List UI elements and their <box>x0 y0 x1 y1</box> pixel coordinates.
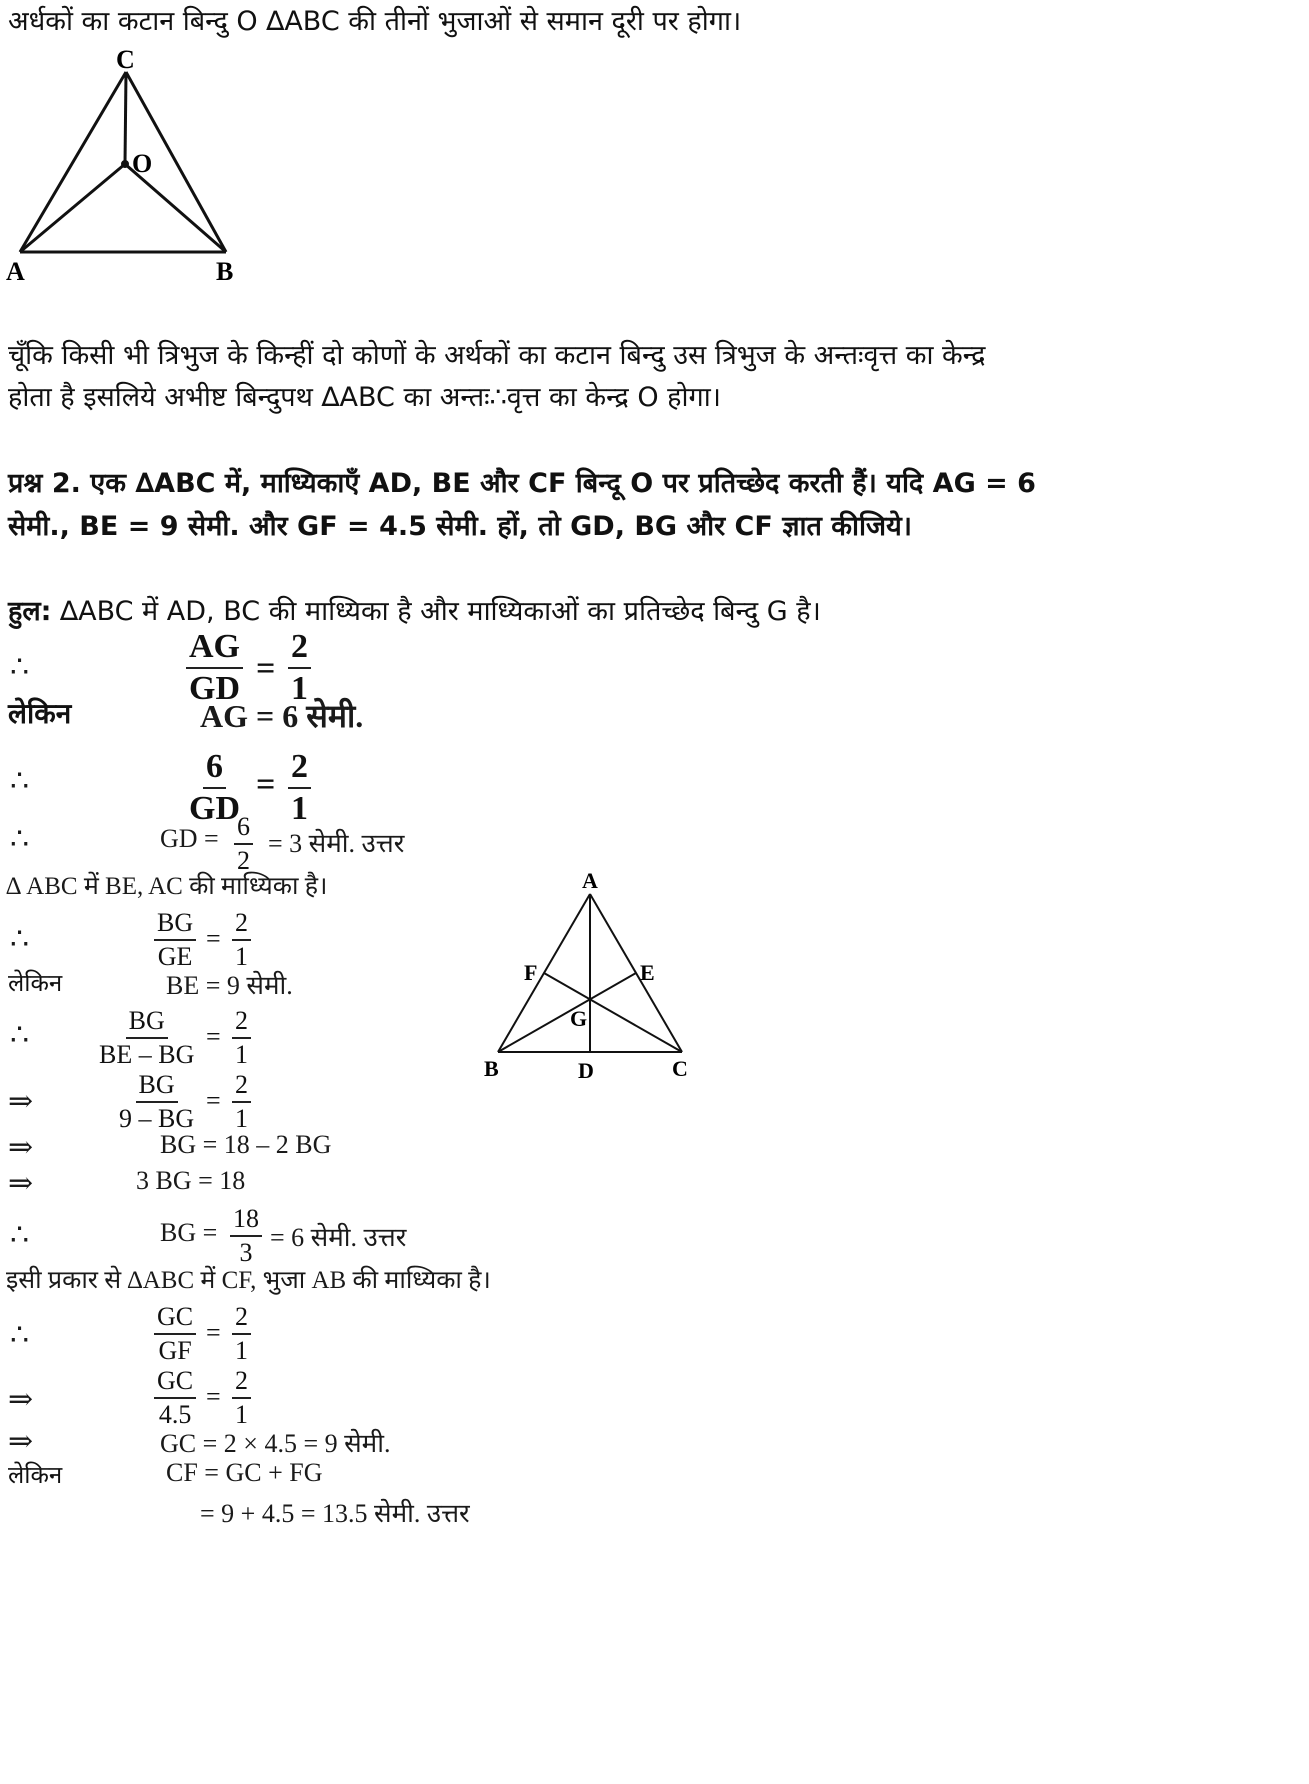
be-value: BE = 9 सेमी. <box>166 971 293 1000</box>
gd-lhs: GD = <box>160 824 219 853</box>
implies-symbol: ⇒ <box>8 1383 34 1416</box>
therefore-symbol: ∴ <box>10 1019 30 1052</box>
therefore-symbol: ∴ <box>10 923 30 956</box>
implies-symbol: ⇒ <box>8 1131 34 1164</box>
point-label-d: D <box>578 1058 594 1083</box>
equals-sign: = <box>206 1022 221 1051</box>
bg-answer: = 6 सेमी. उत्तर <box>270 1223 407 1252</box>
therefore-symbol: ∴ <box>10 651 30 684</box>
fraction-2-1: $\frac{2}{1}$ <box>232 1072 251 1132</box>
triangle-incenter-figure <box>0 40 300 320</box>
gd-answer: = 3 सेमी. उत्तर <box>268 829 405 858</box>
fraction-2-1: $\frac{2}{1}$ <box>232 910 251 970</box>
gc-equation: GC = 2 × 4.5 = 9 सेमी. <box>160 1429 391 1458</box>
fraction-2-1: $\frac{2}{1}$ <box>288 750 311 826</box>
fraction-ag-gd: $\frac{AG}{GD}$ <box>186 630 243 706</box>
be-median-statement: ∆ ABC में BE, AC की माध्यिका है। <box>6 873 328 900</box>
lekin-label: लेकिन <box>8 969 63 997</box>
question-line-2: सेमी., BE = 9 सेमी. और GF = 4.5 सेमी. हों, तो GD, BG और CF ज्ञात कीजिये। <box>8 511 912 542</box>
fraction-bg-9-bg: $\frac{BG}{9 - BG}$ <box>119 1070 195 1133</box>
point-label-o: O <box>132 149 153 178</box>
fraction-2-1: $\frac{2}{1}$ <box>232 1008 251 1068</box>
vertex-label-c: C <box>116 45 135 74</box>
solution-intro <box>8 590 821 634</box>
question-line-1: प्रश्न 2. एक ∆ABC में, माध्यिकाएँ AD, BE और CF बिन्दू O पर प्रतिच्छेद करती हैं। यदि AG = 6 <box>8 468 1036 499</box>
therefore-symbol: ∴ <box>10 1319 30 1352</box>
ag-value: AG = 6 सेमी. <box>200 698 364 734</box>
triangle-medians-figure <box>470 862 710 1092</box>
fraction-2-1: $\frac{2}{1}$ <box>232 1368 251 1428</box>
intro-text: अर्धकों का कटान बिन्दु O ∆ABC की तीनों भुजाओं से समान दूरी पर होगा। <box>8 6 742 37</box>
fraction-bg-ge: $\frac{BG}{GE}$ <box>154 910 196 970</box>
cf-equation: CF = GC + FG <box>166 1458 323 1487</box>
paragraph-line-2: होता है इसलिये अभीष्ट बिन्दुपथ ∆ABC का अन्तः∴वृत्त का केन्द्र O होगा। <box>8 382 721 413</box>
cf-median-statement: इसी प्रकार से ∆ABC में CF, भुजा AB की माध्यिका है। <box>6 1267 491 1294</box>
therefore-symbol: ∴ <box>10 823 30 856</box>
therefore-symbol: ∴ <box>10 765 30 798</box>
equals-sign: = <box>206 1382 221 1411</box>
vertex-label-b: B <box>484 1056 499 1081</box>
equals-sign: = <box>206 924 221 953</box>
implies-symbol: ⇒ <box>8 1425 34 1458</box>
equals-sign: = <box>256 766 276 803</box>
fraction-6-2: $\frac{6}{2}$ <box>234 814 253 874</box>
fraction-gc-4-5: $\frac{GC}{4.5}$ <box>154 1368 196 1428</box>
vertex-label-a: A <box>582 868 598 893</box>
fraction-gc-gf: $\frac{GC}{GF}$ <box>154 1304 196 1364</box>
bg-lhs: BG = <box>160 1218 218 1247</box>
therefore-symbol: ∴ <box>10 1219 30 1252</box>
fraction-bg-be-bg: $\frac{BG}{BE - BG}$ <box>99 1006 195 1069</box>
lekin-label: लेकिन <box>8 1461 63 1489</box>
implies-symbol: ⇒ <box>8 1085 34 1118</box>
paragraph-line-1: चूँकि किसी भी त्रिभुज के किन्हीं दो कोणों के अर्थकों का कटान बिन्दु उस त्रिभुज के अन्तःवृत्त का केन्द्र <box>8 340 986 371</box>
point-label-g: G <box>570 1006 588 1031</box>
fraction-2-1: $\frac{2}{1}$ <box>288 630 311 706</box>
vertex-label-c: C <box>672 1056 688 1081</box>
equals-sign: = <box>206 1086 221 1115</box>
three-bg-equation: 3 BG = 18 <box>136 1166 246 1195</box>
point-label-e: E <box>640 960 655 985</box>
fraction-6-gd: $\frac{6}{GD}$ <box>189 748 240 827</box>
fraction-18-3: $\frac{18}{3}$ <box>230 1206 262 1266</box>
equals-sign: = <box>256 650 276 687</box>
bg-equation: BG = 18 – 2 BG <box>160 1130 332 1159</box>
vertex-label-b: B <box>216 257 234 286</box>
equals-sign: = <box>206 1318 221 1347</box>
lekin-label: लेकिन <box>8 697 72 730</box>
cf-answer: = 9 + 4.5 = 13.5 सेमी. उत्तर <box>200 1499 470 1528</box>
implies-symbol: ⇒ <box>8 1167 34 1200</box>
fraction-2-1: $\frac{2}{1}$ <box>232 1304 251 1364</box>
point-label-f: F <box>524 960 538 985</box>
solution-label: हुल: <box>8 596 52 627</box>
solution-text: ∆ABC में AD, BC की माध्यिका है और माध्यिकाओं का प्रतिच्छेद बिन्दु G है। <box>51 596 821 627</box>
vertex-label-a: A <box>6 257 25 286</box>
